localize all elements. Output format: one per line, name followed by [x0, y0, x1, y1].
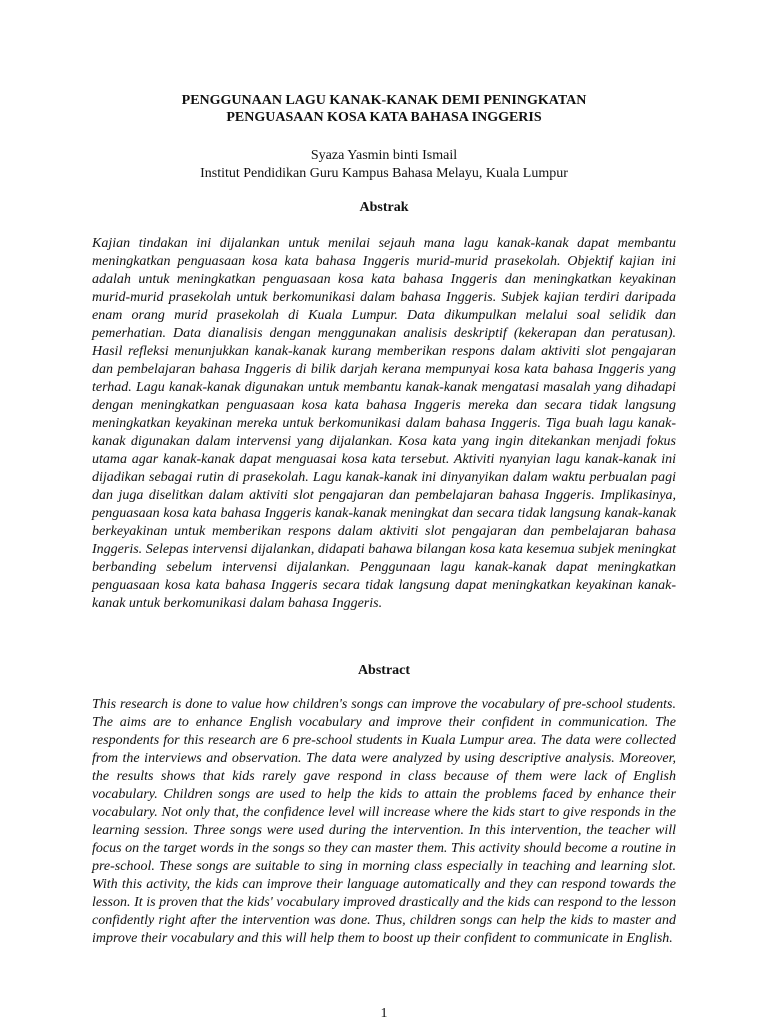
author-block: [92, 147, 676, 183]
paper-title: [92, 92, 676, 126]
author-affiliation: Institut Pendidikan Guru Kampus Bahasa Melayu, Kuala Lumpur: [200, 166, 568, 181]
abstract-heading: Abstract: [357, 663, 411, 678]
author-name: Syaza Yasmin binti Ismail: [310, 148, 458, 163]
paper-title-line-1: PENGGUNAAN LAGU KANAK-KANAK DEMI PENINGKATAN: [181, 93, 587, 108]
page-number: 1: [380, 1006, 388, 1021]
paper-title-line-2: PENGUASAAN KOSA KATA BAHASA INGGERIS: [226, 110, 542, 125]
abstrak-heading: Abstrak: [359, 200, 409, 215]
abstrak-paragraph: Kajian tindakan ini dijalankan untuk menilai sejauh mana lagu kanak-kanak dapat membantu meningkatkan penguasaan kosa kata bahasa Inggeris murid-murid prasekolah. Objektif kajian ini adalah untuk meningkatkan penguasaan kosa kata bahasa Inggeris dan meningkatkan keyakinan murid-murid prasekolah untuk berkomunikasi dalam bahasa Inggeris. Subjek kajian terdiri daripada enam orang murid prasekolah di Kuala Lumpur. Data dikumpulkan melalui soal selidik dan pemerhatian. Data dianalisis dengan menggunakan analisis deskriptif (kekerapan dan peratusan). Hasil refleksi menunjukkan kanak-kanak kurang memberikan respons dalam aktiviti slot pengajaran dan pembelajaran bahasa Inggeris di bilik darjah kerana mempunyai kosa kata bahasa Inggeris yang terhad. Lagu kanak-kanak digunakan untuk membantu kanak-kanak mengatasi masalah yang dihadapi dengan meningkatkan penguasaan kosa kata bahasa Inggeris mereka dan secara tidak langsung meningkatkan keyakinan mereka untuk berkomunikasi dalam bahasa Inggeris. Tiga buah lagu kanak-kanak digunakan dalam intervensi yang dijalankan. Kosa kata yang ingin ditekankan menjadi fokus utama agar kanak-kanak dapat menguasai kosa kata tersebut. Aktiviti nyanyian lagu kanak-kanak ini dijadikan sebagai rutin di prasekolah. Lagu kanak-kanak ini dinyanyikan dalam waktu perbualan pagi dan juga diselitkan dalam aktiviti slot pengajaran dan pembelajaran bahasa Inggeris. Implikasinya, penguasaan kosa kata bahasa Inggeris kanak-kanak meningkat dan secara tidak langsung kanak-kanak berkeyakinan untuk memberikan respons dalam aktiviti slot pengajaran dan pembelajaran bahasa Inggeris. Selepas intervensi dijalankan, didapati bahawa bilangan kosa kata kesemua subjek meningkat berbanding sebelum intervensi dijalankan. Penggunaan lagu kanak-kanak dapat meningkatkan penguasaan kosa kata bahasa Inggeris secara tidak langsung dapat meningkatkan keyakinan kanak-kanak untuk berkomunikasi dalam bahasa Inggeris.: [92, 236, 676, 611]
abstract-paragraph: This research is done to value how children's songs can improve the vocabulary of pre-school students. The aims are to enhance English vocabulary and improve their confident in communication. The respondents for this research are 6 pre-school students in Kuala Lumpur area. The data were collected from the interviews and observation. The data were analyzed by using descriptive analysis. Moreover, the results shows that kids rarely gave respond in class because of them were lack of English vocabulary. Children songs are used to help the kids to attain the problems faced by enhance their vocabulary. Not only that, the confidence level will increase where the kids start to give responds in the learning session. Three songs were used during the intervention. In this intervention, the teacher will focus on the target words in the songs so they can master them. This activity should become a routine in pre-school. These songs are suitable to sing in morning class especially in teaching and learning slot. With this activity, the kids can improve their language automatically and they can respond towards the lesson. It is proven that the kids' vocabulary improved drastically and the kids can respond to the lesson confidently right after the intervention was done. Thus, children songs can help the kids to master and improve their vocabulary and this will help them to boost up their confident to communicate in English.: [92, 697, 676, 946]
